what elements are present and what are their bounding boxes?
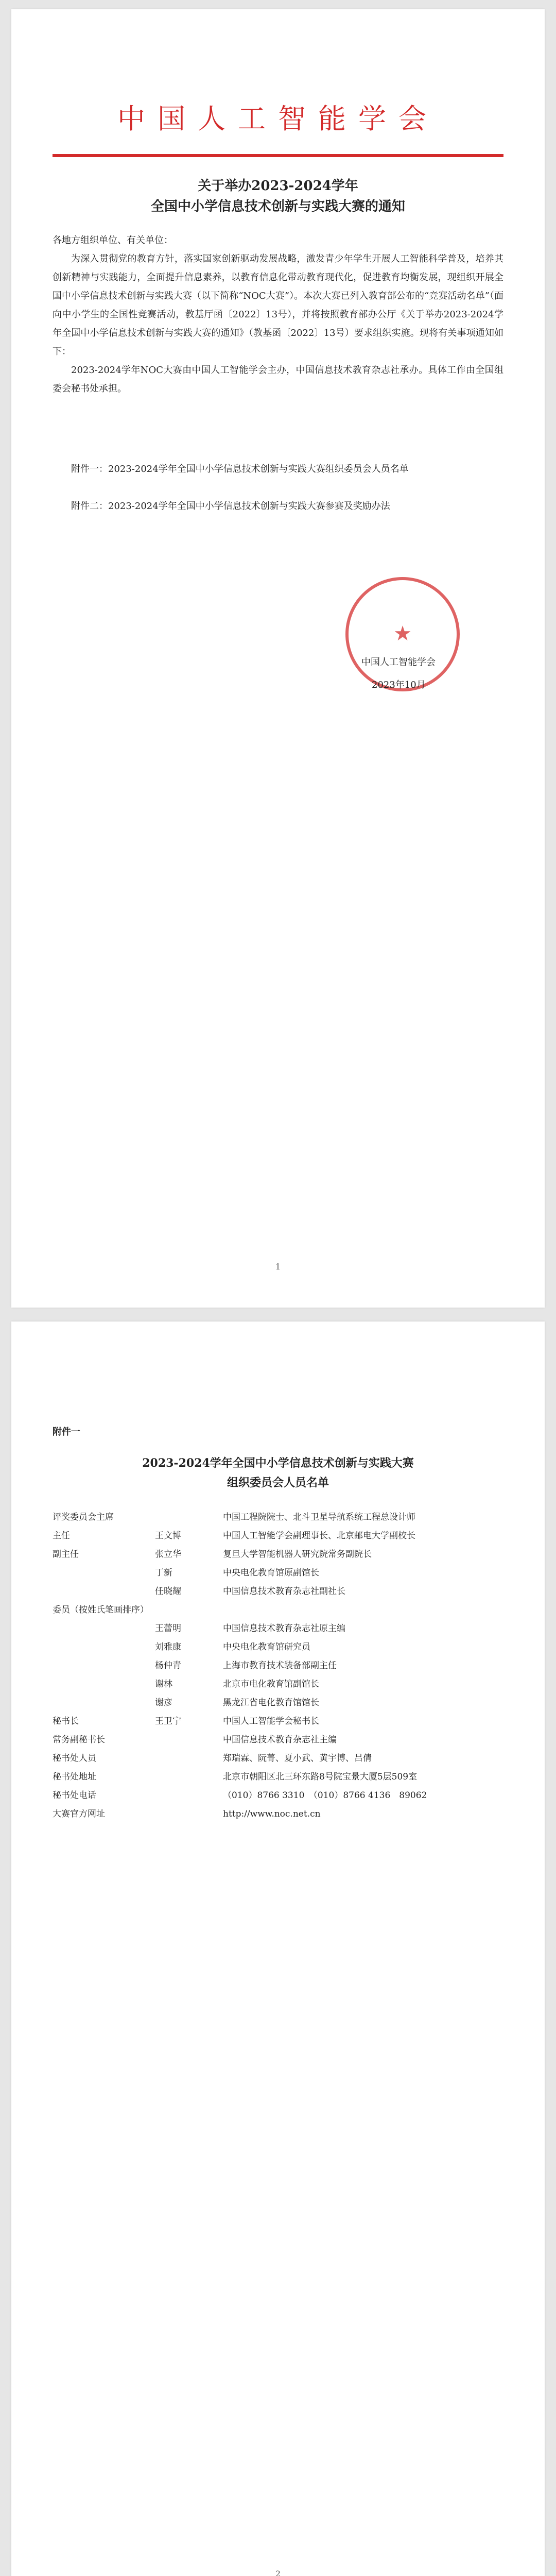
committee-role: [53, 1656, 155, 1675]
annex-label: 附件一: [53, 1427, 80, 1437]
committee-desc: 郑瑞霖、阮菁、夏小武、黄宇博、吕倩: [223, 1753, 372, 1764]
committee-desc: 中国信息技术教育杂志社主编: [223, 1735, 337, 1745]
committee-row: [53, 1527, 433, 1545]
committee-row: [53, 1805, 433, 1823]
committee-role: 主任: [53, 1531, 70, 1541]
annex-title-line1: 2023-2024学年全国中小学信息技术创新与实践大赛: [142, 1456, 414, 1470]
committee-role: 秘书处电话: [53, 1790, 96, 1801]
committee-desc: http://www.noc.net.cn: [223, 1809, 321, 1819]
notice-paragraph: 2023-2024学年NOC大赛由中国人工智能学会主办，中国信息技术教育杂志社承办。具体工作由全国组委会秘书处承担。: [53, 365, 503, 394]
annex-title: [53, 1453, 503, 1493]
committee-name: 丁新: [155, 1568, 172, 1578]
committee-desc: [223, 1601, 433, 1619]
committee-row: [53, 1601, 433, 1619]
committee-role: 秘书处地址: [53, 1772, 96, 1782]
committee-row: [53, 1712, 433, 1731]
committee-row: [53, 1675, 433, 1693]
committee-desc: 上海市教育技术装备部副主任: [223, 1660, 337, 1671]
committee-name: [155, 1768, 223, 1786]
committee-desc: 黑龙江省电化教育馆馆长: [223, 1698, 319, 1708]
committee-desc: 中国工程院院士、北斗卫星导航系统工程总设计师: [223, 1512, 415, 1522]
committee-role: [53, 1619, 155, 1638]
notice-title-line2: 全国中小学信息技术创新与实践大赛的通知: [150, 199, 405, 214]
committee-name: 任晓耀: [155, 1586, 181, 1597]
committee-desc: 北京市电化教育馆副馆长: [223, 1679, 319, 1689]
committee-role: [53, 1675, 155, 1693]
notice-body: [53, 9, 503, 804]
committee-row: [53, 1749, 433, 1768]
committee-name: 王卫宁: [155, 1716, 181, 1726]
committee-role: [53, 1582, 155, 1601]
page-number: 2: [275, 2569, 281, 2576]
committee-name: 张立华: [155, 1549, 181, 1560]
committee-name: [155, 1786, 223, 1805]
header-rule: [53, 154, 503, 157]
attachments-list: [53, 460, 503, 516]
committee-name: 杨仲青: [155, 1660, 181, 1671]
greeting: 各地方组织单位、有关单位：: [53, 235, 173, 246]
signature-date: 2023年10月: [372, 680, 426, 690]
signature-block: [53, 567, 503, 804]
committee-desc: 复旦大学智能机器人研究院常务副院长: [223, 1549, 372, 1560]
committee-row: [53, 1638, 433, 1656]
committee-row: [53, 1564, 433, 1582]
committee-row: [53, 1731, 433, 1749]
committee-desc: 北京市朝阳区北三环东路8号院宝景大厦5层509室: [223, 1772, 418, 1782]
committee-row: [53, 1656, 433, 1675]
committee-role: 大赛官方网址: [53, 1809, 105, 1819]
page-number: 1: [275, 1262, 281, 1272]
page-notice: [11, 9, 545, 1308]
committee-row: [53, 1768, 433, 1786]
annex-title-line2: 组织委员会人员名单: [227, 1476, 329, 1489]
org-header-title: 中国人工智能学会: [117, 103, 439, 135]
committee-name: [155, 1805, 223, 1823]
committee-name: 王文博: [155, 1531, 181, 1541]
committee-row: [53, 1508, 433, 1527]
svg-text:★: ★: [393, 622, 412, 646]
committee-role: [53, 1638, 155, 1656]
committee-row: [53, 1693, 433, 1712]
committee-name: 刘雅康: [155, 1642, 181, 1652]
committee-role: 评奖委员会主席: [53, 1512, 114, 1522]
notice-title-line1: 关于举办2023-2024学年: [198, 178, 358, 194]
committee-row: [53, 1619, 433, 1638]
signature-org: 中国人工智能学会: [361, 657, 436, 668]
committee-role: 委员（按姓氏笔画排序）: [53, 1605, 149, 1615]
committee-name: 谢林: [155, 1679, 172, 1689]
committee-desc: 中国信息技术教育杂志社副社长: [223, 1586, 345, 1597]
committee-name: 谢彦: [155, 1698, 172, 1708]
committee-role: 秘书处人员: [53, 1753, 96, 1764]
committee-table: [53, 1508, 433, 1823]
page-annex1: [11, 1321, 545, 2576]
committee-role: [53, 1564, 155, 1582]
committee-desc: 中国人工智能学会秘书长: [223, 1716, 319, 1726]
committee-desc: 中央电化教育馆原副馆长: [223, 1568, 319, 1578]
committee-row: [53, 1582, 433, 1601]
committee-role: 常务副秘书长: [53, 1735, 105, 1745]
notice-paragraph: 为深入贯彻党的教育方针，落实国家创新驱动发展战略，激发青少年学生开展人工智能科学普及，培养其创新精神与实践能力，全面提升信息素养，以教育信息化带动教育现代化，促进教育均衡发展，现组织开展全国中小学信息技术创新与实践大赛（以下简称“NOC大赛”）。本次大赛已列入教育部公布的“竞赛活动名单”（面向中小学生的全国性竞赛活动，教基厅函〔2022〕13号），并将按照教育部办公厅《关于举办2023-2024学年全国中小学信息技术创新与实践大赛的通知》（教基函〔2022〕13号）要求组织实施。现将有关事项通知如下：: [53, 253, 503, 357]
committee-desc: （010）8766 3310 （010）8766 4136 89062: [223, 1790, 427, 1801]
committee-row: [53, 1545, 433, 1564]
committee-name: [155, 1731, 223, 1749]
annex1-body: [53, 1321, 503, 1823]
committee-name: 王蕾明: [155, 1623, 181, 1634]
notice-title: [53, 176, 503, 217]
attachment-item: 附件一：2023-2024学年全国中小学信息技术创新与实践大赛组织委员会人员名单: [71, 464, 409, 474]
committee-desc: 中国人工智能学会副理事长、北京邮电大学副校长: [223, 1531, 415, 1541]
committee-role: 秘书长: [53, 1716, 79, 1726]
attachment-item: 附件二：2023-2024学年全国中小学信息技术创新与实践大赛参赛及奖励办法: [71, 501, 390, 512]
committee-row: [53, 1786, 433, 1805]
committee-role: 副主任: [53, 1549, 79, 1560]
committee-desc: 中央电化教育馆研究员: [223, 1642, 310, 1652]
committee-desc: 中国信息技术教育杂志社原主编: [223, 1623, 345, 1634]
committee-role: [53, 1693, 155, 1712]
committee-name: [155, 1601, 223, 1619]
committee-name: [155, 1749, 223, 1768]
committee-name: [155, 1508, 223, 1527]
